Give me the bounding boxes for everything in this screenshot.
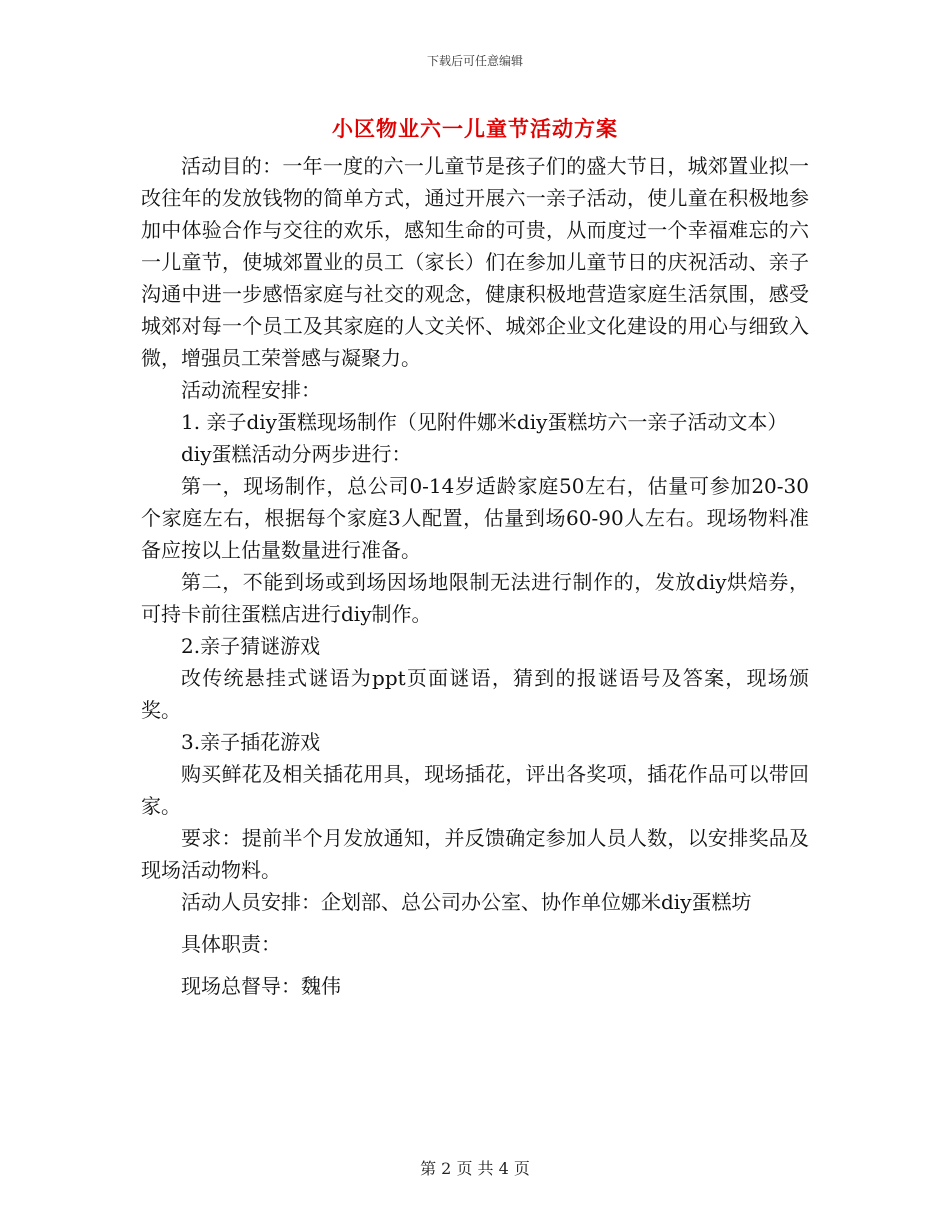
header-note: 下载后可任意编辑	[426, 54, 523, 68]
paragraph-staffing: 活动人员安排：企划部、总公司办公室、协作单位娜米diy蛋糕坊	[181, 890, 752, 914]
paragraph-riddle-detail: 改传统悬挂式谜语为ppt页面谜语，猜到的报谜语号及答案，现场颁奖。	[141, 666, 809, 722]
paragraph-step-one: 第一，现场制作，总公司0-14岁适龄家庭50左右，估量可参加20-30个家庭左右，根据每个家庭3人配置，估量到场60-90人左右。现场物料准备应按以上估量数量进行准备。	[141, 474, 809, 562]
paragraph-item-1: 1. 亲子diy蛋糕现场制作（见附件娜米diy蛋糕坊六一亲子活动文本）	[181, 410, 788, 434]
paragraph-flower-detail: 购买鲜花及相关插花用具，现场插花，评出各奖项，插花作品可以带回家。	[141, 762, 809, 818]
paragraph-requirements: 要求：提前半个月发放通知，并反馈确定参加人员人数，以安排奖品及现场活动物料。	[141, 826, 809, 882]
document-body	[141, 150, 809, 1002]
paragraph-purpose: 活动目的：一年一度的六一儿童节是孩子们的盛大节日，城郊置业拟一改往年的发放钱物的简单方式，通过开展六一亲子活动，使儿童在积极地参加中体验合作与交往的欢乐，感知生命的可贵，从而度过一个幸福难忘的六一儿童节，使城郊置业的员工（家长）们在参加儿童节日的庆祝活动、亲子沟通中进一步感悟家庭与社交的观念，健康积极地营造家庭生活氛围，感受城郊对每一个员工及其家庭的人文关怀、城郊企业文化建设的用心与细致入微，增强员工荣誉感与凝聚力。	[141, 154, 809, 370]
paragraph-process-heading: 活动流程安排：	[181, 378, 321, 402]
paragraph-item-2: 2.亲子猜谜游戏	[181, 634, 321, 658]
document-title: 小区物业六一儿童节活动方案	[332, 117, 618, 141]
paragraph-diy-steps: diy蛋糕活动分两步进行：	[181, 442, 412, 466]
paragraph-item-3: 3.亲子插花游戏	[181, 730, 321, 754]
paragraph-step-two: 第二，不能到场或到场因场地限制无法进行制作的，发放diy烘焙券，可持卡前往蛋糕店进行diy制作。	[141, 570, 809, 626]
paragraph-duties-heading: 具体职责：	[181, 932, 281, 956]
paragraph-supervisor: 现场总督导：魏伟	[181, 974, 341, 998]
page-footer: 第 2 页 共 4 页	[420, 1159, 530, 1178]
